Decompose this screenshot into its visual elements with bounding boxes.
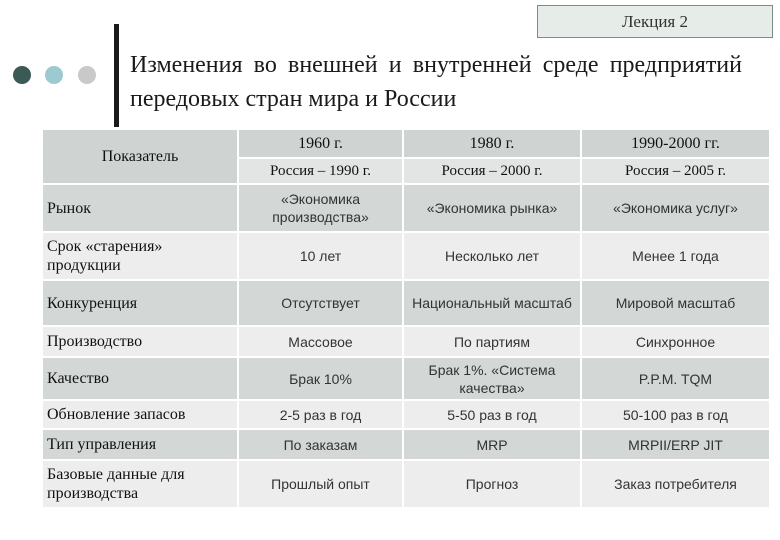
header-year-2: 1980 г.: [403, 130, 581, 158]
header-russia-3: Россия – 2005 г.: [581, 158, 769, 184]
header-year-1: 1960 г.: [238, 130, 403, 158]
row-label: Рынок: [43, 184, 238, 232]
table-row: [43, 280, 769, 326]
row-label: Тип управления: [43, 429, 238, 460]
title-divider: [114, 24, 119, 127]
table-cell: P.P.M. TQM: [581, 357, 769, 400]
header-russia-1: Россия – 1990 г.: [238, 158, 403, 184]
table-cell: «Экономика рынка»: [403, 184, 581, 232]
table-row: [43, 184, 769, 232]
table-cell: MRP: [403, 429, 581, 460]
table-cell: Мировой масштаб: [581, 280, 769, 326]
table-cell: Прошлый опыт: [238, 460, 403, 508]
lecture-label: Лекция 2: [537, 5, 773, 38]
table-cell: 10 лет: [238, 232, 403, 280]
table-row: [43, 429, 769, 460]
row-label: Качество: [43, 357, 238, 400]
table-cell: 2-5 раз в год: [238, 400, 403, 429]
header-label: Показатель: [43, 130, 238, 184]
row-label: Базовые данные для производства: [43, 460, 238, 508]
row-label: Производство: [43, 326, 238, 357]
comparison-table: [43, 130, 769, 509]
table-cell: По заказам: [238, 429, 403, 460]
table-row: [43, 460, 769, 508]
row-label: Обновление запасов: [43, 400, 238, 429]
table-cell: 5-50 раз в год: [403, 400, 581, 429]
table-cell: 50-100 раз в год: [581, 400, 769, 429]
table-row: [43, 326, 769, 357]
table-cell: Национальный масштаб: [403, 280, 581, 326]
header-year-3: 1990-2000 гг.: [581, 130, 769, 158]
table-cell: Брак 1%. «Система качества»: [403, 357, 581, 400]
table-row: [43, 232, 769, 280]
table-cell: Прогноз: [403, 460, 581, 508]
decorative-dot-gray: [78, 66, 96, 84]
slide-title: Изменения во внешней и внутренней среде предприятий передовых стран мира и России: [130, 52, 742, 112]
table-cell: «Экономика услуг»: [581, 184, 769, 232]
table-cell: Менее 1 года: [581, 232, 769, 280]
table-cell: Отсутствует: [238, 280, 403, 326]
decorative-dot-light-blue: [45, 66, 63, 84]
table-cell: Заказ потребителя: [581, 460, 769, 508]
table-cell: MRPII/ERP JIT: [581, 429, 769, 460]
row-label: Срок «старения» продукции: [43, 232, 238, 280]
table-cell: Синхронное: [581, 326, 769, 357]
table-cell: По партиям: [403, 326, 581, 357]
table-cell: Несколько лет: [403, 232, 581, 280]
row-label: Конкуренция: [43, 280, 238, 326]
decorative-dot-dark: [13, 66, 31, 84]
table-cell: Брак 10%: [238, 357, 403, 400]
table-row: [43, 357, 769, 400]
table-cell: «Экономика производства»: [238, 184, 403, 232]
table-row: [43, 400, 769, 429]
table-cell: Массовое: [238, 326, 403, 357]
header-russia-2: Россия – 2000 г.: [403, 158, 581, 184]
